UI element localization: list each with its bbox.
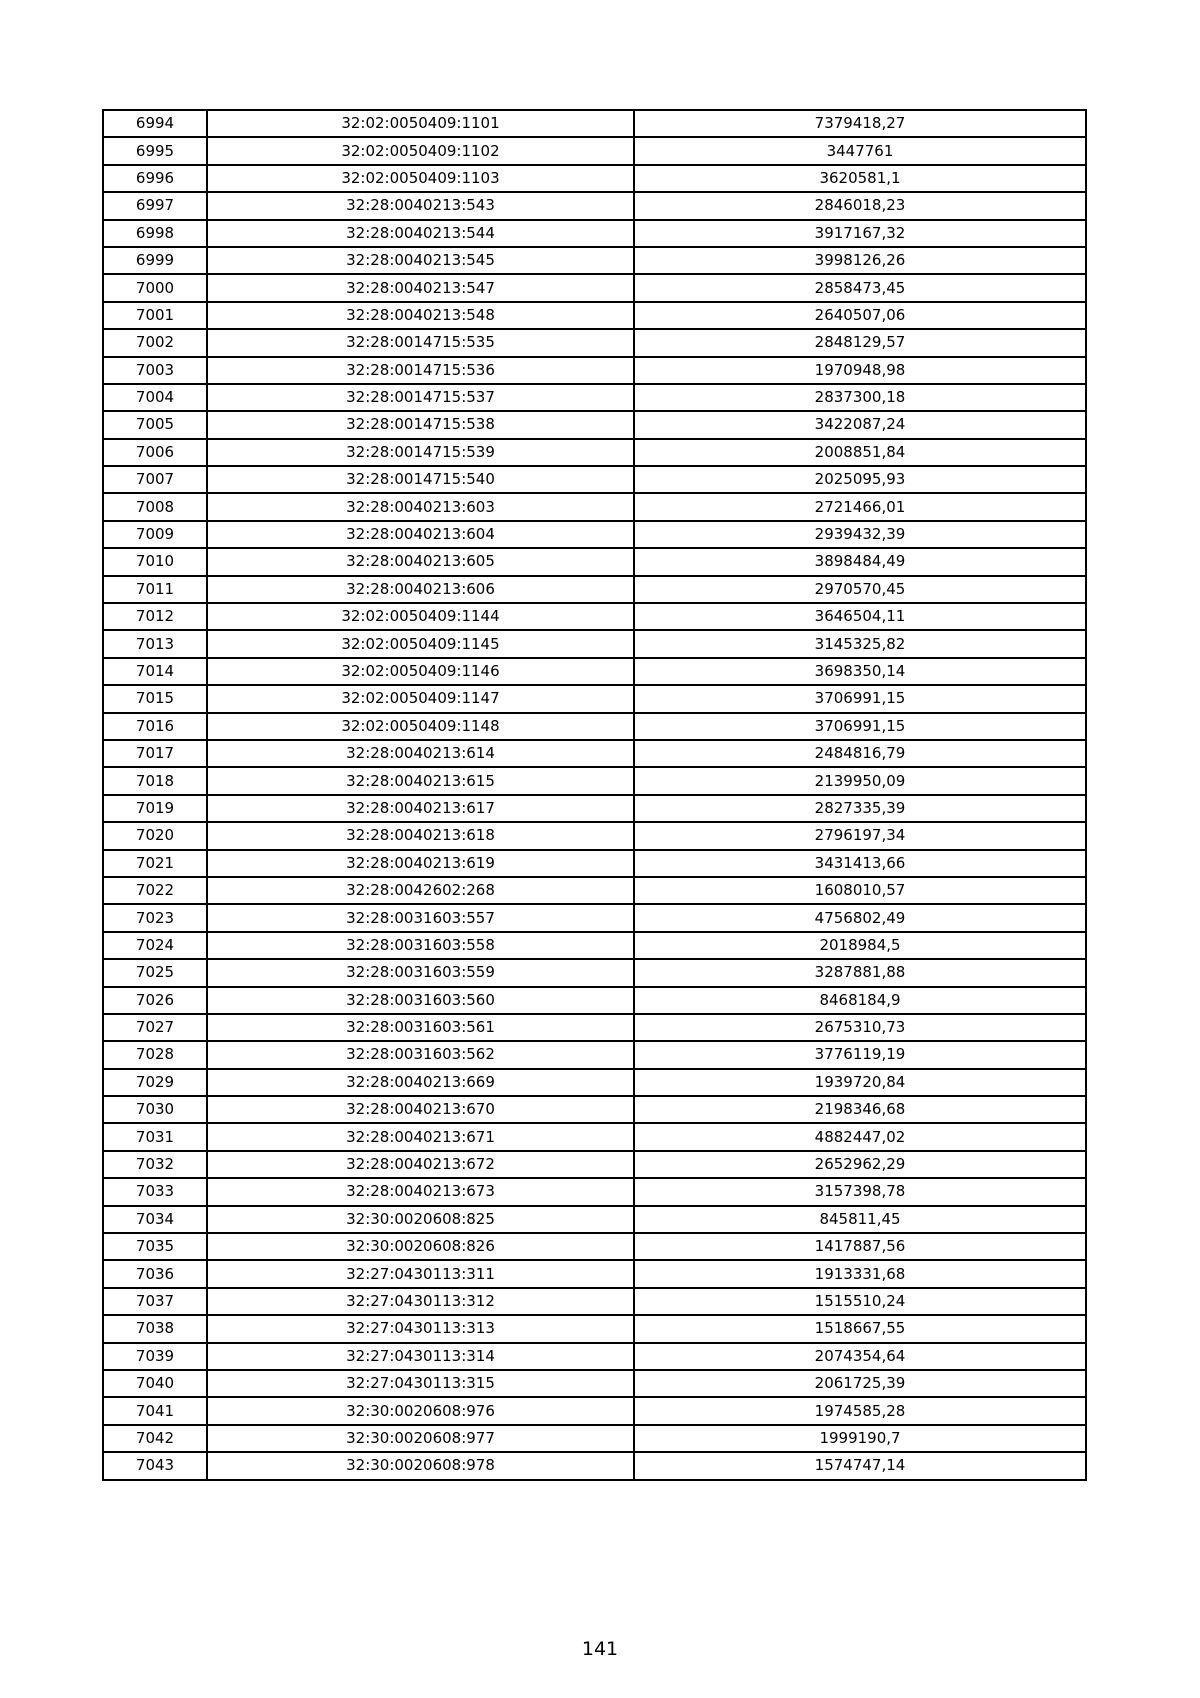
cadastral-number-cell: 32:28:0042602:268 [207, 877, 634, 904]
cadastral-value-cell: 2796197,34 [634, 822, 1086, 849]
cadastral-number-cell: 32:28:0040213:605 [207, 548, 634, 575]
row-number-cell: 7020 [103, 822, 207, 849]
cadastral-number-cell: 32:28:0031603:558 [207, 932, 634, 959]
page-number: 141 [581, 1638, 619, 1660]
table-row [103, 493, 1086, 520]
row-number-cell: 7034 [103, 1206, 207, 1233]
table-row [103, 1014, 1086, 1041]
row-number-cell: 6997 [103, 192, 207, 219]
cadastral-number-cell: 32:02:0050409:1145 [207, 630, 634, 657]
table-row [103, 1288, 1086, 1315]
cadastral-value-cell: 1515510,24 [634, 1288, 1086, 1315]
cadastral-value-cell: 1518667,55 [634, 1315, 1086, 1342]
table-row [103, 1206, 1086, 1233]
row-number-cell: 7032 [103, 1151, 207, 1178]
cadastral-number-cell: 32:28:0014715:539 [207, 439, 634, 466]
table-row [103, 740, 1086, 767]
cadastral-number-cell: 32:28:0014715:536 [207, 357, 634, 384]
cadastral-value-cell: 1999190,7 [634, 1425, 1086, 1452]
cadastral-number-cell: 32:30:0020608:826 [207, 1233, 634, 1260]
cadastral-value-cell: 3706991,15 [634, 713, 1086, 740]
table-row [103, 576, 1086, 603]
cadastral-value-cell: 1574747,14 [634, 1452, 1086, 1479]
table-row [103, 439, 1086, 466]
cadastral-number-cell: 32:28:0031603:562 [207, 1041, 634, 1068]
row-number-cell: 7033 [103, 1178, 207, 1205]
row-number-cell: 7019 [103, 795, 207, 822]
cadastral-value-cell: 3287881,88 [634, 959, 1086, 986]
cadastral-value-cell: 2858473,45 [634, 274, 1086, 301]
cadastral-value-cell: 1970948,98 [634, 357, 1086, 384]
table-row [103, 1041, 1086, 1068]
row-number-cell: 7001 [103, 302, 207, 329]
row-number-cell: 7013 [103, 630, 207, 657]
cadastral-value-cell: 3447761 [634, 137, 1086, 164]
cadastral-number-cell: 32:02:0050409:1144 [207, 603, 634, 630]
table-row [103, 521, 1086, 548]
cadastral-value-cell: 3917167,32 [634, 220, 1086, 247]
row-number-cell: 7012 [103, 603, 207, 630]
row-number-cell: 7016 [103, 713, 207, 740]
table-body [103, 110, 1086, 1480]
row-number-cell: 7022 [103, 877, 207, 904]
table-row [103, 877, 1086, 904]
cadastral-value-cell: 3998126,26 [634, 247, 1086, 274]
cadastral-number-cell: 32:27:0430113:311 [207, 1260, 634, 1287]
cadastral-value-cell: 7379418,27 [634, 110, 1086, 137]
row-number-cell: 7000 [103, 274, 207, 301]
cadastral-number-cell: 32:28:0014715:537 [207, 384, 634, 411]
cadastral-number-cell: 32:02:0050409:1146 [207, 658, 634, 685]
cadastral-value-cell: 2837300,18 [634, 384, 1086, 411]
row-number-cell: 7002 [103, 329, 207, 356]
cadastral-value-cell: 3698350,14 [634, 658, 1086, 685]
cadastral-number-cell: 32:28:0040213:614 [207, 740, 634, 767]
row-number-cell: 7017 [103, 740, 207, 767]
table-row [103, 1343, 1086, 1370]
table-row [103, 1370, 1086, 1397]
cadastral-value-cell: 2025095,93 [634, 466, 1086, 493]
table-row [103, 1260, 1086, 1287]
cadastral-value-cell: 3422087,24 [634, 411, 1086, 438]
row-number-cell: 7043 [103, 1452, 207, 1479]
cadastral-value-cell: 1417887,56 [634, 1233, 1086, 1260]
cadastral-value-cell: 2721466,01 [634, 493, 1086, 520]
cadastral-number-cell: 32:30:0020608:976 [207, 1397, 634, 1424]
cadastral-number-cell: 32:28:0040213:669 [207, 1069, 634, 1096]
table-row [103, 302, 1086, 329]
cadastral-value-cell: 3620581,1 [634, 165, 1086, 192]
cadastral-number-cell: 32:30:0020608:825 [207, 1206, 634, 1233]
cadastral-value-cell: 2139950,09 [634, 767, 1086, 794]
cadastral-number-cell: 32:28:0031603:560 [207, 987, 634, 1014]
cadastral-value-cell: 4882447,02 [634, 1123, 1086, 1150]
table-row [103, 713, 1086, 740]
cadastral-value-cell: 2652962,29 [634, 1151, 1086, 1178]
cadastral-number-cell: 32:28:0040213:604 [207, 521, 634, 548]
row-number-cell: 7027 [103, 1014, 207, 1041]
table-row [103, 411, 1086, 438]
cadastral-number-cell: 32:02:0050409:1102 [207, 137, 634, 164]
cadastral-value-cell: 8468184,9 [634, 987, 1086, 1014]
table-row [103, 685, 1086, 712]
row-number-cell: 7036 [103, 1260, 207, 1287]
cadastral-number-cell: 32:02:0050409:1147 [207, 685, 634, 712]
row-number-cell: 7003 [103, 357, 207, 384]
cadastral-number-cell: 32:28:0040213:617 [207, 795, 634, 822]
row-number-cell: 7024 [103, 932, 207, 959]
cadastral-number-cell: 32:28:0040213:618 [207, 822, 634, 849]
table-row [103, 548, 1086, 575]
table-row [103, 822, 1086, 849]
row-number-cell: 7040 [103, 1370, 207, 1397]
row-number-cell: 7011 [103, 576, 207, 603]
cadastral-number-cell: 32:28:0040213:673 [207, 1178, 634, 1205]
row-number-cell: 7025 [103, 959, 207, 986]
table-row [103, 329, 1086, 356]
row-number-cell: 7042 [103, 1425, 207, 1452]
table-row [103, 1178, 1086, 1205]
row-number-cell: 6994 [103, 110, 207, 137]
table-row [103, 959, 1086, 986]
cadastral-value-cell: 1974585,28 [634, 1397, 1086, 1424]
cadastral-number-cell: 32:28:0040213:547 [207, 274, 634, 301]
cadastral-value-cell: 2198346,68 [634, 1096, 1086, 1123]
row-number-cell: 7018 [103, 767, 207, 794]
cadastral-number-cell: 32:28:0040213:603 [207, 493, 634, 520]
cadastral-value-cell: 2018984,5 [634, 932, 1086, 959]
cadastral-number-cell: 32:28:0014715:538 [207, 411, 634, 438]
table-row [103, 1151, 1086, 1178]
row-number-cell: 7006 [103, 439, 207, 466]
table-row [103, 466, 1086, 493]
cadastral-number-cell: 32:28:0031603:561 [207, 1014, 634, 1041]
table-row [103, 220, 1086, 247]
cadastral-value-cell: 1608010,57 [634, 877, 1086, 904]
cadastral-number-cell: 32:28:0040213:619 [207, 850, 634, 877]
table-row [103, 987, 1086, 1014]
cadastral-number-cell: 32:02:0050409:1103 [207, 165, 634, 192]
row-number-cell: 6999 [103, 247, 207, 274]
table-row [103, 1233, 1086, 1260]
row-number-cell: 7039 [103, 1343, 207, 1370]
cadastral-number-cell: 32:28:0014715:535 [207, 329, 634, 356]
cadastral-value-cell: 1939720,84 [634, 1069, 1086, 1096]
row-number-cell: 7008 [103, 493, 207, 520]
row-number-cell: 7041 [103, 1397, 207, 1424]
table-row [103, 137, 1086, 164]
cadastral-number-cell: 32:28:0040213:671 [207, 1123, 634, 1150]
table-row [103, 357, 1086, 384]
cadastral-value-cell: 3431413,66 [634, 850, 1086, 877]
cadastral-number-cell: 32:30:0020608:978 [207, 1452, 634, 1479]
table-row [103, 850, 1086, 877]
row-number-cell: 7037 [103, 1288, 207, 1315]
table-row [103, 1096, 1086, 1123]
cadastral-number-cell: 32:28:0040213:615 [207, 767, 634, 794]
cadastral-value-cell: 2640507,06 [634, 302, 1086, 329]
table-row [103, 1425, 1086, 1452]
cadastral-value-cell: 2970570,45 [634, 576, 1086, 603]
cadastral-value-cell: 2074354,64 [634, 1343, 1086, 1370]
table-row [103, 247, 1086, 274]
cadastral-number-cell: 32:28:0031603:557 [207, 904, 634, 931]
cadastral-number-cell: 32:27:0430113:313 [207, 1315, 634, 1342]
row-number-cell: 7038 [103, 1315, 207, 1342]
cadastral-value-cell: 3646504,11 [634, 603, 1086, 630]
cadastral-value-cell: 2848129,57 [634, 329, 1086, 356]
row-number-cell: 7010 [103, 548, 207, 575]
cadastral-value-cell: 2061725,39 [634, 1370, 1086, 1397]
cadastral-value-cell: 4756802,49 [634, 904, 1086, 931]
cadastral-value-cell: 2939432,39 [634, 521, 1086, 548]
table-row [103, 658, 1086, 685]
row-number-cell: 7021 [103, 850, 207, 877]
cadastral-value-cell: 2484816,79 [634, 740, 1086, 767]
cadastral-value-cell: 3776119,19 [634, 1041, 1086, 1068]
cadastral-number-cell: 32:27:0430113:315 [207, 1370, 634, 1397]
table-row [103, 767, 1086, 794]
cadastral-number-cell: 32:28:0040213:672 [207, 1151, 634, 1178]
row-number-cell: 7023 [103, 904, 207, 931]
table-row [103, 384, 1086, 411]
cadastral-number-cell: 32:28:0040213:670 [207, 1096, 634, 1123]
cadastral-value-cell: 2008851,84 [634, 439, 1086, 466]
row-number-cell: 7030 [103, 1096, 207, 1123]
table-row [103, 603, 1086, 630]
cadastral-value-cell: 2675310,73 [634, 1014, 1086, 1041]
cadastral-number-cell: 32:28:0040213:548 [207, 302, 634, 329]
row-number-cell: 6995 [103, 137, 207, 164]
cadastral-value-cell: 2827335,39 [634, 795, 1086, 822]
row-number-cell: 6996 [103, 165, 207, 192]
row-number-cell: 7035 [103, 1233, 207, 1260]
table-row [103, 904, 1086, 931]
row-number-cell: 7009 [103, 521, 207, 548]
cadastral-number-cell: 32:28:0040213:544 [207, 220, 634, 247]
table-row [103, 1452, 1086, 1479]
table-row [103, 192, 1086, 219]
cadastral-number-cell: 32:28:0040213:543 [207, 192, 634, 219]
cadastral-value-cell: 845811,45 [634, 1206, 1086, 1233]
table-row [103, 110, 1086, 137]
row-number-cell: 7007 [103, 466, 207, 493]
cadastral-value-table [102, 109, 1087, 1481]
row-number-cell: 7014 [103, 658, 207, 685]
row-number-cell: 6998 [103, 220, 207, 247]
table-row [103, 165, 1086, 192]
table-row [103, 1069, 1086, 1096]
cadastral-number-cell: 32:28:0040213:545 [207, 247, 634, 274]
row-number-cell: 7029 [103, 1069, 207, 1096]
cadastral-number-cell: 32:28:0031603:559 [207, 959, 634, 986]
cadastral-number-cell: 32:27:0430113:314 [207, 1343, 634, 1370]
cadastral-number-cell: 32:28:0014715:540 [207, 466, 634, 493]
table-row [103, 932, 1086, 959]
row-number-cell: 7028 [103, 1041, 207, 1068]
cadastral-number-cell: 32:27:0430113:312 [207, 1288, 634, 1315]
cadastral-value-cell: 3706991,15 [634, 685, 1086, 712]
table-row [103, 1315, 1086, 1342]
cadastral-number-cell: 32:02:0050409:1148 [207, 713, 634, 740]
cadastral-value-cell: 3157398,78 [634, 1178, 1086, 1205]
cadastral-value-cell: 3898484,49 [634, 548, 1086, 575]
table-row [103, 795, 1086, 822]
cadastral-value-cell: 1913331,68 [634, 1260, 1086, 1287]
row-number-cell: 7015 [103, 685, 207, 712]
table-row [103, 274, 1086, 301]
cadastral-number-cell: 32:30:0020608:977 [207, 1425, 634, 1452]
cadastral-value-cell: 2846018,23 [634, 192, 1086, 219]
table-row [103, 630, 1086, 657]
cadastral-number-cell: 32:02:0050409:1101 [207, 110, 634, 137]
table-row [103, 1123, 1086, 1150]
cadastral-number-cell: 32:28:0040213:606 [207, 576, 634, 603]
cadastral-value-cell: 3145325,82 [634, 630, 1086, 657]
row-number-cell: 7005 [103, 411, 207, 438]
row-number-cell: 7031 [103, 1123, 207, 1150]
table-row [103, 1397, 1086, 1424]
row-number-cell: 7004 [103, 384, 207, 411]
row-number-cell: 7026 [103, 987, 207, 1014]
